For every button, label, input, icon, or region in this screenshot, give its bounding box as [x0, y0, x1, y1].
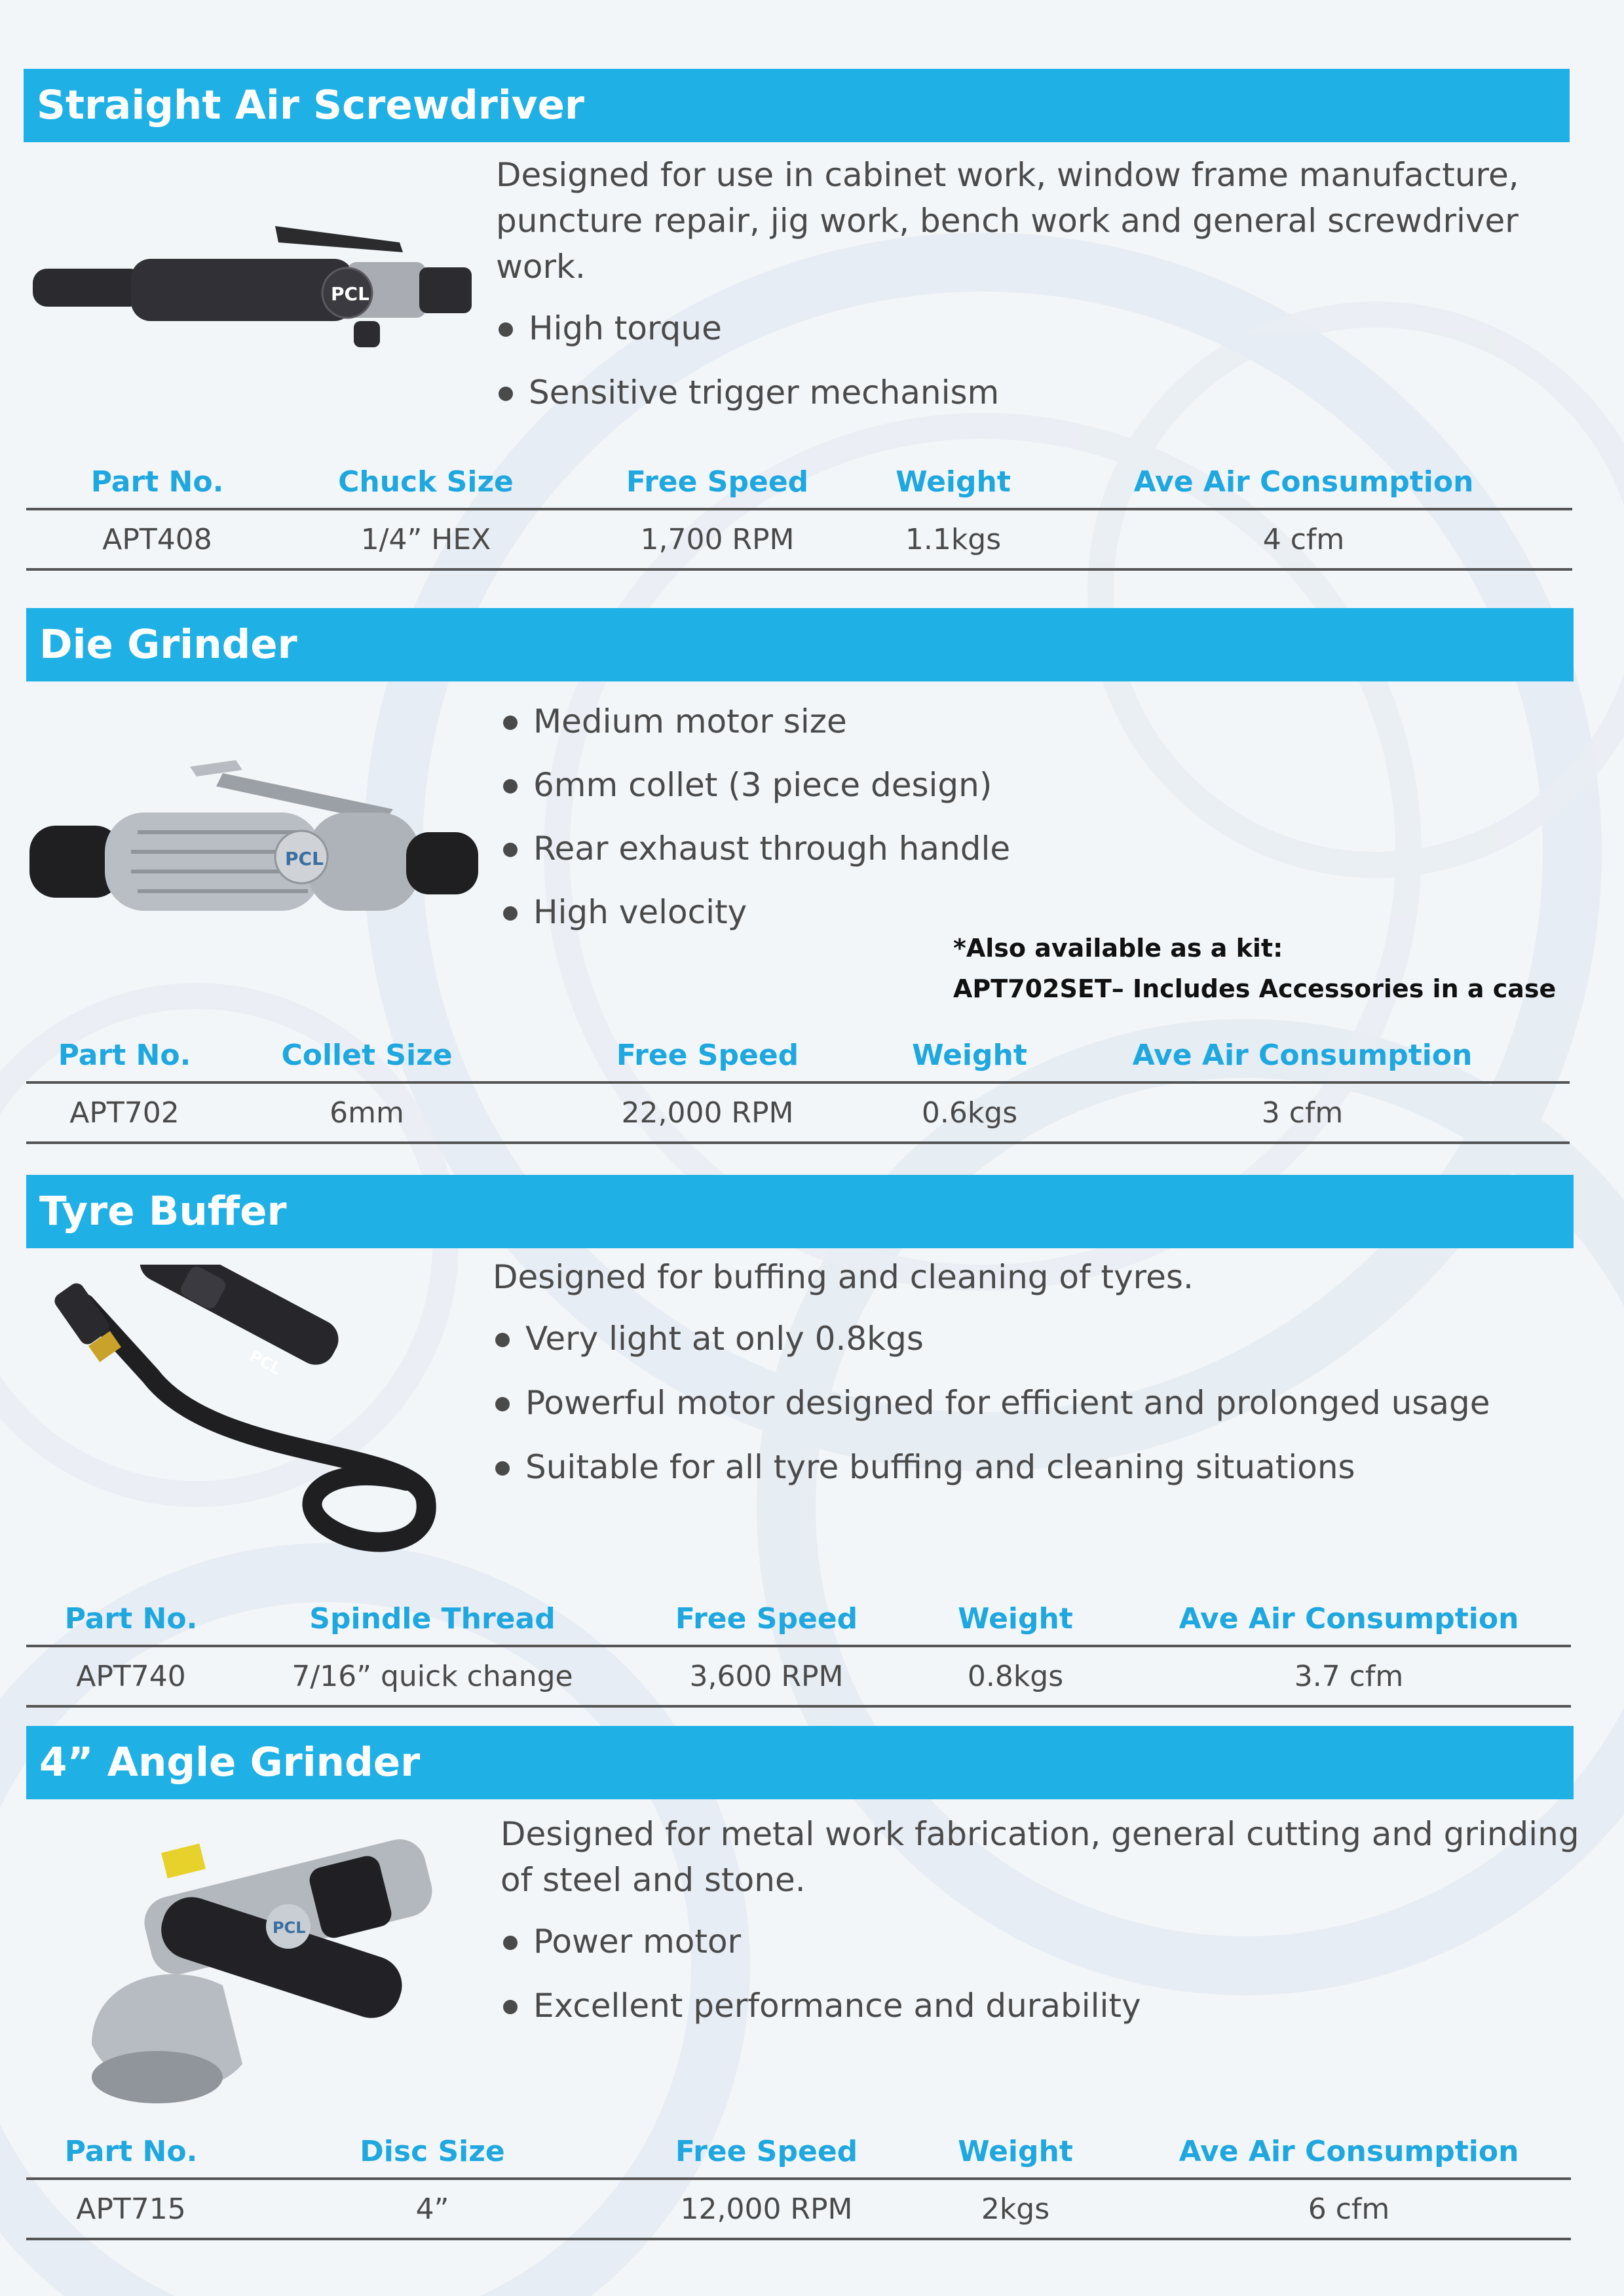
table-header-row — [26, 1029, 1570, 1082]
table-cell: 6 cfm — [1127, 2179, 1571, 2239]
column-header: Weight — [904, 1592, 1127, 1646]
pcl-logo: PCL — [273, 1919, 306, 1937]
column-header: Weight — [904, 2125, 1127, 2179]
feature-item: Rear exhaust through handle — [500, 826, 1549, 871]
column-header: Ave Air Consumption — [1127, 1592, 1571, 1646]
intro-text: Designed for buffing and cleaning of tyres. — [493, 1258, 1194, 1296]
spec-table — [26, 1029, 1570, 1144]
table-cell: 3 cfm — [1035, 1082, 1570, 1143]
table-row — [26, 2179, 1571, 2239]
column-header: Part No. — [26, 1592, 236, 1646]
column-header: Part No. — [26, 455, 288, 509]
table-cell: 22,000 RPM — [511, 1082, 904, 1143]
column-header: Ave Air Consumption — [1035, 1029, 1570, 1082]
table-header-row — [26, 455, 1572, 509]
tyre-buffer-image — [52, 1265, 445, 1559]
table-cell: APT408 — [26, 509, 288, 569]
column-header: Free Speed — [629, 2125, 904, 2179]
spec-table — [26, 455, 1572, 571]
section-title: Tyre Buffer — [26, 1175, 1574, 1248]
feature-item: Sensitive trigger mechanism — [496, 370, 1577, 415]
table-cell: 4 cfm — [1035, 509, 1572, 569]
feature-list — [496, 305, 1577, 415]
column-header: Spindle Thread — [236, 1592, 629, 1646]
table-cell: APT715 — [26, 2179, 236, 2239]
pcl-logo: PCL — [285, 848, 324, 870]
table-cell: 0.6kgs — [904, 1082, 1035, 1143]
table-cell: 4” — [236, 2179, 629, 2239]
column-header: Weight — [871, 455, 1035, 509]
feature-item: Powerful motor designed for efficient and prolonged usage — [493, 1380, 1580, 1426]
air-screwdriver-image — [26, 190, 498, 367]
feature-list — [500, 1919, 1588, 2029]
table-cell: 6mm — [223, 1082, 511, 1143]
table-cell: 12,000 RPM — [629, 2179, 904, 2239]
table-cell: 7/16” quick change — [236, 1646, 629, 1706]
column-header: Collet Size — [223, 1029, 511, 1082]
table-cell: APT702 — [26, 1082, 223, 1143]
table-row — [26, 1646, 1571, 1706]
table-cell: 1,700 RPM — [563, 509, 871, 569]
spec-table — [26, 2125, 1571, 2240]
table-row — [26, 509, 1572, 569]
feature-item: High torque — [496, 305, 1577, 351]
feature-item: Power motor — [500, 1919, 1588, 1964]
section-title: Die Grinder — [26, 608, 1574, 681]
table-cell: 1/4” HEX — [288, 509, 563, 569]
section-title: Straight Air Screwdriver — [24, 69, 1570, 142]
product-description — [500, 1811, 1588, 2029]
product-description — [500, 698, 1549, 935]
table-header-row — [26, 1592, 1571, 1646]
pcl-logo: PCL — [331, 283, 369, 305]
table-cell: 1.1kgs — [871, 509, 1035, 569]
feature-item: High velocity — [500, 889, 1549, 935]
column-header: Chuck Size — [288, 455, 563, 509]
column-header: Free Speed — [563, 455, 871, 509]
pcl-logo: PCL — [246, 1347, 284, 1379]
column-header: Part No. — [26, 1029, 223, 1082]
product-description — [496, 152, 1577, 415]
column-header: Part No. — [26, 2125, 236, 2179]
section-title: 4” Angle Grinder — [26, 1726, 1574, 1799]
kit-availability-note — [953, 928, 1595, 1009]
table-cell: APT740 — [26, 1646, 236, 1706]
table-cell: 3,600 RPM — [629, 1646, 904, 1706]
column-header: Disc Size — [236, 2125, 629, 2179]
feature-list — [493, 1316, 1580, 1490]
column-header: Free Speed — [511, 1029, 904, 1082]
table-header-row — [26, 2125, 1571, 2179]
column-header: Ave Air Consumption — [1127, 2125, 1571, 2179]
column-header: Weight — [904, 1029, 1035, 1082]
intro-text: Designed for use in cabinet work, window frame manufacture, puncture repair, jig work, bench work and general screwdriver work. — [496, 156, 1519, 286]
intro-text: Designed for metal work fabrication, general cutting and grinding of steel and stone. — [500, 1815, 1579, 1899]
angle-grinder-image — [79, 1828, 452, 2136]
table-row — [26, 1082, 1570, 1143]
column-header: Ave Air Consumption — [1035, 455, 1572, 509]
die-grinder-image — [26, 747, 485, 930]
kit-note-line: *Also available as a kit: — [953, 934, 1283, 963]
feature-item: 6mm collet (3 piece design) — [500, 762, 1549, 808]
feature-item: Suitable for all tyre buffing and cleaning situations — [493, 1444, 1580, 1490]
table-cell: 2kgs — [904, 2179, 1127, 2239]
feature-list — [500, 698, 1549, 935]
product-description — [493, 1254, 1580, 1490]
feature-item: Very light at only 0.8kgs — [493, 1316, 1580, 1362]
spec-table — [26, 1592, 1571, 1708]
table-cell: 0.8kgs — [904, 1646, 1127, 1706]
table-cell: 3.7 cfm — [1127, 1646, 1571, 1706]
feature-item: Excellent performance and durability — [500, 1983, 1588, 2029]
kit-note-line: APT702SET– Includes Accessories in a case — [953, 974, 1557, 1003]
feature-item: Medium motor size — [500, 698, 1549, 744]
column-header: Free Speed — [629, 1592, 904, 1646]
